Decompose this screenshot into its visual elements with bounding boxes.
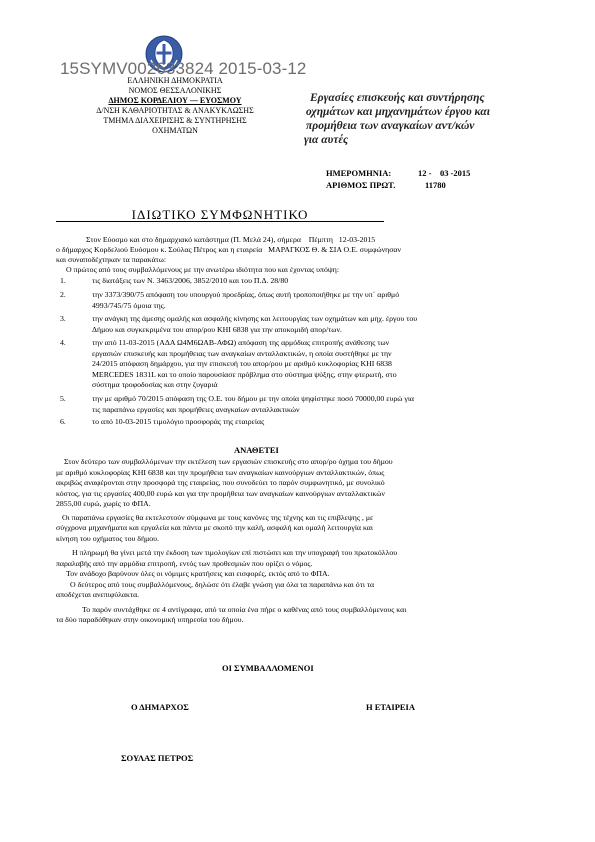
list-item-text: την ανάγκη της άμεσης ομαλής και ασφαλής κίνησης και λειτουργίας των οχημάτων και μηχ. έργου του (92, 314, 418, 323)
list-item-text: τις διατάξεις των Ν. 3463/2006, 3852/2010 και του Π.Δ. 28/80 (92, 276, 289, 285)
body-line: κίνηση του οχήματος του δήμου. (56, 533, 159, 543)
header-department-cont: ΟΧΗΜΑΤΩΝ (152, 126, 198, 135)
list-item-number: 6. (60, 417, 66, 426)
list-item (60, 338, 560, 391)
subject-line: οχημάτων και μηχανημάτων έργου και (306, 106, 490, 118)
signatory-mayor-role: Ο ΔΗΜΑΡΧΟΣ (131, 702, 189, 712)
date-value: 12 - 03 -2015 (418, 168, 471, 178)
list-item-text: σύστημα τροφοδοσίας και στην ζυγαριά (92, 380, 218, 389)
body-line: Τον ανάδοχο βαρύνουν όλες οι νόμιμες κρατήσεις και εισφορές, εκτός από το ΦΠΑ. (66, 569, 330, 578)
header-prefecture: ΝΟΜΟΣ ΘΕΣΣΑΛΟΝΙΚΗΣ (128, 86, 222, 95)
intro-line: ο δήμαρχος Κορδελιού Ευόσμου κ. Σούλας Πέτρος και η εταιρεία ΜΑΡΑΓΚΟΣ Θ. & ΣΙΑ Ο.Ε. συμφώνησαν (56, 245, 402, 254)
signatory-mayor-name: ΣΟΥΛΑΣ ΠΕΤΡΟΣ (121, 753, 194, 763)
list-item (60, 394, 560, 415)
list-item-text: εργασιών επισκευής και προμήθειας των αναγκαίων ανταλλακτικών, η οποία συστήθηκε με την (92, 348, 392, 358)
protocol-label: ΑΡΙΘΜΟΣ ΠΡΩΤ. (326, 180, 396, 190)
body-line: παραλαβής από την αρμόδια επιτροπή, εντός των προθεσμιών που ορίζει ο νόμος. (56, 558, 313, 568)
list-item-text: την από 11-03-2015 (ΑΔΑ Ω4Μ6ΩΑΒ-ΑΦΩ) απόφαση της αρμόδιας επιτροπής ανάθεσης των (92, 338, 390, 347)
list-item-text: 24/2015 απόφαση δημάρχου, για την επισκευή του απορ/ρου με αριθμό κυκλοφορίας ΚΗΙ 6838 (92, 359, 392, 368)
subject-line: για αυτές (304, 134, 349, 146)
list-item-text: Δήμου και συγκεκριμένα του απορ/ρου ΚΗΙ 6838 για την αποκομιδή απορ/των. (92, 324, 342, 334)
list-item-text: την με αριθμό 70/2015 απόφαση της Ο.Ε. του δήμου με την οποία ψηφίστηκε ποσό 70000,00 ευρώ για (92, 394, 415, 403)
body-line: με αριθμό κυκλοφορίας ΚΗΙ 6838 και την προμήθεια των αναγκαίων καινούργιων ανταλλακτικών, όπως (56, 467, 385, 477)
body-line: Ο δεύτερος από τους συμβαλλόμενους, δηλώσε ότι έλαβε γνώση για όλα τα παραπάνω και ότι τα (70, 579, 375, 589)
body-line: Το παρόν συντάχθηκε σε 4 αντίγραφα, από τα οποία ένα πήρε ο καθένας από τους συμβαλλόμενους και (82, 604, 407, 614)
subject-block (304, 91, 580, 147)
header-department: ΤΜΗΜΑ ΔΙΑΧΕΙΡΙΣΗΣ & ΣΥΝΤΗΡΗΣΗΣ (103, 116, 247, 125)
assigns-heading: ΑΝΑΘΕΤΕΙ (234, 445, 279, 455)
list-item (60, 314, 560, 335)
subject-line: Εργασίες επισκευής και συντήρησης (310, 92, 485, 104)
list-item-text: το από 10-03-2015 τιμολόγιο προσφοράς της εταιρείας (92, 417, 265, 426)
list-item-number: 5. (60, 394, 66, 403)
list-item (60, 276, 560, 287)
signatories-heading: ΟΙ ΣΥΜΒΑΛΛΟΜΕΝΟΙ (222, 663, 314, 673)
subject-line: προμήθεια των αναγκαίων αντ/κών (306, 120, 475, 132)
intro-line: Ο πρώτος από τους συμβαλλόμενους με την ανωτέρω ιδιότητα που και έχοντας υπόψη: (66, 265, 339, 274)
body-line: σύγχρονα μηχανήματα και εργαλεία και πάντα με σκοπό την καλή, ασφαλή και ομαλή λειτουργία και (56, 523, 373, 532)
agreement-body (56, 457, 556, 626)
header-directorate: Δ/ΝΣΗ ΚΑΘΑΡΙΟΤΗΤΑΣ & ΑΝΑΚΥΚΛΩΣΗΣ (96, 106, 254, 115)
header-municipality: ΔΗΜΟΣ ΚΟΡΔΕΛΙΟΥ — ΕΥΟΣΜΟΥ (108, 96, 242, 105)
body-line: Η πληρωμή θα γίνει μετά την έκδοση των τιμολογίων επί πιστώσει και την υπογραφή του πρωτοκόλλου (72, 548, 398, 557)
document-id-stamp: 15SYMV002633824 2015-03-12 (60, 59, 307, 78)
date-label: ΗΜΕΡΟΜΗΝΙΑ: (326, 168, 392, 178)
body-line: 2855,00 ευρώ, χωρίς το ΦΠΑ. (56, 499, 151, 508)
intro-line: Στον Εύοσμο και στο δημαρχιακό κατάστημα (Π. Μελά 24), σήμερα Πέμπτη 12-03-2015 (86, 235, 376, 244)
list-item (60, 290, 560, 311)
considerations-list (60, 276, 560, 428)
list-item-number: 2. (60, 290, 66, 299)
title-underline (56, 221, 384, 222)
document-title: ΙΔΙΩΤΙΚΟ ΣΥΜΦΩΝΗΤΙΚΟ (131, 207, 309, 222)
list-item-text: την 3373/390/75 απόφαση του υπουργού προεδρίας, όπως αυτή τροποποιήθηκε με την υπ΄ αριθμό (92, 290, 400, 299)
list-item-text: 4993/745/75 όμοια της. (92, 300, 166, 310)
body-line: αποδέχεται ανεπιφύλακτα. (56, 590, 140, 599)
list-item-number: 1. (60, 276, 66, 285)
body-line: Στον δεύτερο των συμβαλλόμενων την εκτέλεση των εργασιών επισκευής στο απορ/ρο όχημα του δήμου (64, 457, 393, 466)
intro-line: και συναποδέχτηκαν τα παρακάτω: (56, 255, 167, 264)
list-item-number: 4. (60, 338, 66, 347)
body-line: τα δύο παραδόθηκαν στην οικονομική υπηρεσία του δήμου. (56, 615, 244, 624)
list-item-number: 3. (60, 314, 66, 323)
signatory-company-role: Η ΕΤΑΙΡΕΙΑ (366, 702, 416, 712)
header-republic: ΕΛΛΗΝΙΚΗ ΔΗΜΟΚΡΑΤΙΑ (127, 76, 223, 85)
list-item-text: MERCEDES 1831L και το οποίο παρουσίασε πρόβλημα στο σύστημα ψύξης, στην φτερωτή, στο (92, 369, 397, 379)
list-item (60, 417, 560, 428)
body-line: κόστος, για τις εργασίες 400,00 ευρώ και για την προμήθεια των αναγκαίων καινούργιων ανταλλακτικών (56, 488, 385, 498)
body-line: Οι παραπάνω εργασίες θα εκτελεστούν σύμφωνα με τους κανόνες της τέχνης και τις επιβλεψης , με (62, 512, 374, 522)
protocol-value: 11780 (425, 180, 446, 190)
list-item-text: τις παραπάνω εργασίες και προμήθειες αναγκαίων ανταλλακτικών (92, 404, 300, 414)
body-line: ακριβώς αναφέρονται στην προσφορά της εταιρείας, που συνοδεύει το παρόν συμφωνητικό, με συνολικό (56, 478, 385, 487)
